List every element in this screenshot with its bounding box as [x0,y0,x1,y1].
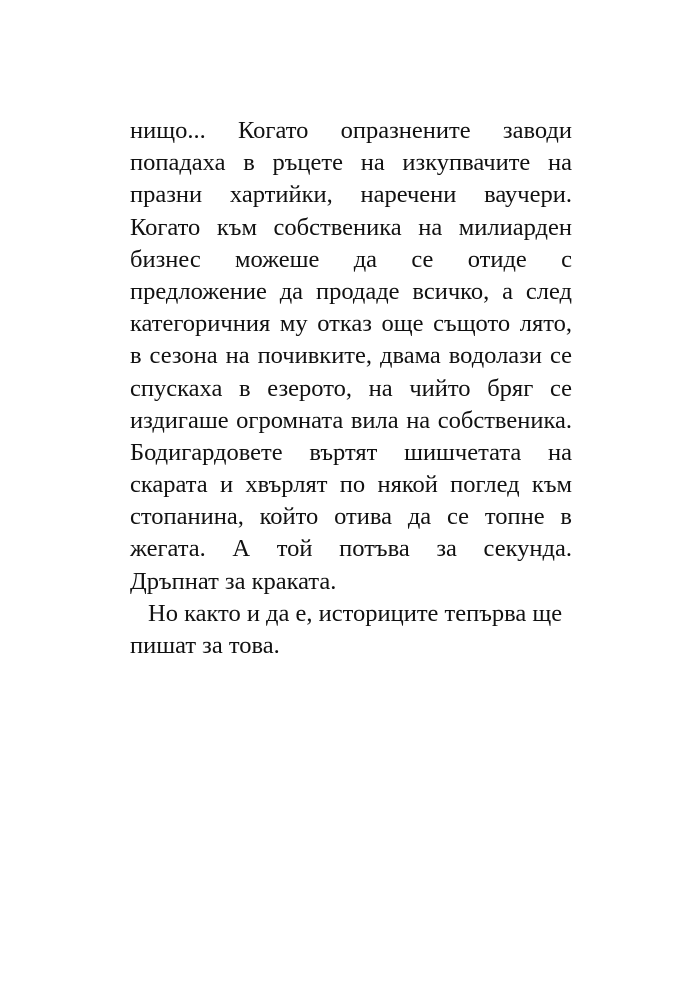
text-line: Бодигардовете въртят шишчетата на [130,438,572,466]
text-line: спускаха в езерото, на чийто бряг се [130,374,572,402]
body-text [130,115,572,662]
text-line: скарата и хвърлят по някой поглед към [130,471,572,499]
text-line: Когато към собственика на милиарден [130,213,572,241]
text-line: бизнес можеше да се отиде с [130,245,572,273]
text-line: нищо... Когато опразнените заводи [130,117,572,144]
text-line: стопанина, който отива да се топне в [130,503,572,531]
text-line: жегата. А той потъва за секунда. [130,535,572,563]
text-line: предложение да продаде всичко, а след [130,277,572,305]
text-line: в сезона на почивките, двама водолази се [130,342,572,370]
text-line: празни хартийки, наречени ваучери. [130,181,572,209]
text-line: попадаха в ръцете на изкупвачите на [130,149,572,177]
text-line: издигаше огромната вила на собственика. [130,406,572,434]
text-line: Но както и да е, историците тепърва ще [148,599,563,627]
text-line: категоричния му отказ още същото лято, [130,310,572,338]
text-line: пишат за това. [130,632,280,659]
text-line: Дръпнат за краката. [130,567,337,595]
